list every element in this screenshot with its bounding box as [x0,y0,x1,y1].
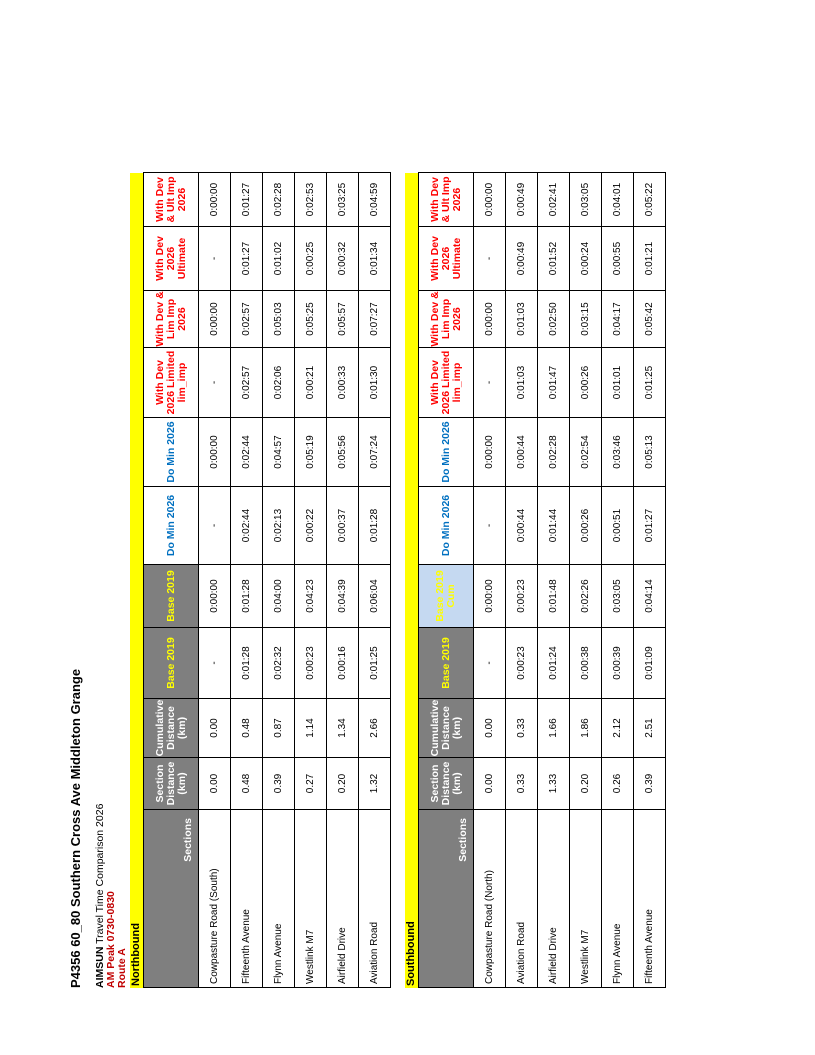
cell-with-dev-ult-imp: 0:03:25 [327,173,359,227]
northbound-header-section-distance: Section Distance (km) [144,758,199,810]
northbound-header-with-dev-ultimate: With Dev 2026 Ultimate [144,227,199,291]
cell-do-min-2026-cum: 0:04:57 [263,418,295,487]
table-row [199,173,231,988]
cell-cumulative-distance: 0.33 [506,699,538,758]
cell-section: Fifteenth Avenue [634,810,666,988]
cell-cumulative-distance: 2.51 [634,699,666,758]
cell-with-dev-ult-imp: 0:03:05 [570,173,602,227]
cell-base-2019-cum: 0:00:23 [506,565,538,628]
cell-do-min-2026-cum: 0:00:00 [474,418,506,487]
northbound-header-with-dev-limited: With Dev 2026 Limited lim_imp [144,348,199,418]
peak-period: AM Peak 0730-0830 [105,891,117,988]
cell-base-2019-cum: 0:04:14 [634,565,666,628]
cell-base-2019: 0:01:24 [538,628,570,699]
cell-section-distance: 0.39 [263,758,295,810]
cell-with-dev-lim-imp: 0:07:27 [359,291,391,348]
cell-section-distance: 0.33 [506,758,538,810]
document-sheet [68,68,668,988]
cell-section-distance: 1.32 [359,758,391,810]
southbound-header-with-dev-ultimate: With Dev 2026 Ultimate [419,227,474,291]
cell-with-dev-ultimate: 0:01:27 [231,227,263,291]
cell-base-2019-cum: 0:03:05 [602,565,634,628]
cell-section: Westlink M7 [570,810,602,988]
cell-do-min-2026: - [474,487,506,565]
cell-with-dev-lim-imp: 0:00:00 [199,291,231,348]
cell-with-dev-limited: 0:02:57 [231,348,263,418]
cell-section-distance: 0.26 [602,758,634,810]
cell-with-dev-ultimate: 0:00:49 [506,227,538,291]
cell-with-dev-ult-imp: 0:01:27 [231,173,263,227]
cell-cumulative-distance: 2.12 [602,699,634,758]
cell-cumulative-distance: 1.34 [327,699,359,758]
table-row [634,173,666,988]
cell-with-dev-ult-imp: 0:00:00 [474,173,506,227]
southbound-header-row [419,173,474,988]
cell-do-min-2026: 0:00:51 [602,487,634,565]
table-row [327,173,359,988]
cell-do-min-2026: 0:00:44 [506,487,538,565]
northbound-header-base-2019: Base 2019 [144,628,199,699]
cell-do-min-2026: 0:02:13 [263,487,295,565]
cell-do-min-2026: 0:02:44 [231,487,263,565]
southbound-header-with-dev-limited: With Dev 2026 Limited lim_imp [419,348,474,418]
cell-section: Cowpasture Road (North) [474,810,506,988]
cell-section-distance: 0.20 [570,758,602,810]
cell-base-2019: 0:01:28 [231,628,263,699]
cell-base-2019-cum: 0:02:26 [570,565,602,628]
cell-section: Airfield Drive [327,810,359,988]
cell-section: Cowpasture Road (South) [199,810,231,988]
northbound-header-do-min-2026: Do Min 2026 [144,487,199,565]
cell-do-min-2026-cum: 0:05:19 [295,418,327,487]
cell-with-dev-ult-imp: 0:00:49 [506,173,538,227]
cell-with-dev-limited: 0:00:26 [570,348,602,418]
cell-base-2019-cum: 0:04:39 [327,565,359,628]
northbound-header-with-dev-ult-imp: With Dev & Ult Imp 2026 [144,173,199,227]
southbound-header-base-2019: Base 2019 [419,628,474,699]
cell-with-dev-lim-imp: 0:05:42 [634,291,666,348]
southbound-header-base-2019-cum: Base 2019 Cum [419,565,474,628]
cell-with-dev-ultimate: 0:01:21 [634,227,666,291]
cell-section-distance: 1.33 [538,758,570,810]
cell-base-2019-cum: 0:06:04 [359,565,391,628]
cell-do-min-2026: 0:00:22 [295,487,327,565]
table-row [602,173,634,988]
cell-do-min-2026-cum: 0:02:44 [231,418,263,487]
cell-base-2019: 0:00:16 [327,628,359,699]
cell-section: Aviation Road [359,810,391,988]
cell-with-dev-lim-imp: 0:05:25 [295,291,327,348]
northbound-label: Northbound [130,173,143,988]
cell-cumulative-distance: 0.48 [231,699,263,758]
cell-base-2019: 0:00:38 [570,628,602,699]
cell-with-dev-ult-imp: 0:02:41 [538,173,570,227]
cell-base-2019-cum: 0:04:00 [263,565,295,628]
cell-do-min-2026-cum: 0:00:44 [506,418,538,487]
cell-cumulative-distance: 1.66 [538,699,570,758]
cell-cumulative-distance: 0.00 [474,699,506,758]
cell-with-dev-limited: 0:01:30 [359,348,391,418]
cell-cumulative-distance: 1.14 [295,699,327,758]
cell-with-dev-limited: 0:02:06 [263,348,295,418]
cell-base-2019: - [199,628,231,699]
cell-cumulative-distance: 0.00 [199,699,231,758]
northbound-header-base-2019-cum: Base 2019 [144,565,199,628]
cell-section-distance: 0.20 [327,758,359,810]
cell-with-dev-lim-imp: 0:02:50 [538,291,570,348]
cell-do-min-2026-cum: 0:05:13 [634,418,666,487]
cell-with-dev-limited: - [474,348,506,418]
cell-do-min-2026-cum: 0:02:28 [538,418,570,487]
southbound-header-do-min-2026-cum: Do Min 2026 [419,418,474,487]
southbound-header-cumulative-distance: Cumulative Distance (km) [419,699,474,758]
cell-base-2019-cum: 0:01:28 [231,565,263,628]
table-row [263,173,295,988]
cell-with-dev-ultimate: 0:00:32 [327,227,359,291]
cell-with-dev-lim-imp: 0:00:00 [474,291,506,348]
northbound-header-cumulative-distance: Cumulative Distance (km) [144,699,199,758]
cell-with-dev-lim-imp: 0:01:03 [506,291,538,348]
cell-section: Fifteenth Avenue [231,810,263,988]
cell-base-2019: 0:02:32 [263,628,295,699]
southbound-header-with-dev-lim-imp: With Dev & Lim Imp 2026 [419,291,474,348]
cell-do-min-2026-cum: 0:07:24 [359,418,391,487]
cell-base-2019-cum: 0:00:00 [199,565,231,628]
cell-do-min-2026-cum: 0:02:54 [570,418,602,487]
cell-with-dev-lim-imp: 0:02:57 [231,291,263,348]
cell-cumulative-distance: 1.86 [570,699,602,758]
cell-with-dev-lim-imp: 0:03:15 [570,291,602,348]
cell-with-dev-ultimate: 0:01:02 [263,227,295,291]
table-row [506,173,538,988]
cell-with-dev-ultimate: 0:00:24 [570,227,602,291]
cell-with-dev-limited: - [199,348,231,418]
cell-cumulative-distance: 0.87 [263,699,295,758]
southbound-body [474,173,666,988]
table-row [538,173,570,988]
cell-base-2019: - [474,628,506,699]
cell-section: Flynn Avenue [602,810,634,988]
cell-with-dev-lim-imp: 0:04:17 [602,291,634,348]
southbound-header-section: Sections [419,810,474,988]
cell-with-dev-ultimate: 0:00:55 [602,227,634,291]
cell-with-dev-ult-imp: 0:04:01 [602,173,634,227]
cell-section-distance: 0.39 [634,758,666,810]
cell-with-dev-ult-imp: 0:02:28 [263,173,295,227]
northbound-header-do-min-2026-cum: Do Min 2026 [144,418,199,487]
cell-with-dev-ultimate: 0:00:25 [295,227,327,291]
cell-do-min-2026: 0:01:44 [538,487,570,565]
cell-with-dev-limited: 0:01:03 [506,348,538,418]
cell-with-dev-ultimate: - [474,227,506,291]
cell-base-2019: 0:00:23 [295,628,327,699]
cell-base-2019: 0:01:09 [634,628,666,699]
cell-with-dev-limited: 0:01:47 [538,348,570,418]
northbound-header-section: Sections [144,810,199,988]
cell-with-dev-ultimate: 0:01:34 [359,227,391,291]
cell-with-dev-limited: 0:00:33 [327,348,359,418]
cell-do-min-2026: 0:01:27 [634,487,666,565]
cell-with-dev-lim-imp: 0:05:57 [327,291,359,348]
cell-section-distance: 0.00 [474,758,506,810]
cell-with-dev-ult-imp: 0:04:59 [359,173,391,227]
southbound-label: Southbound [405,173,418,988]
cell-section: Airfield Drive [538,810,570,988]
cell-with-dev-limited: 0:00:21 [295,348,327,418]
northbound-body [199,173,391,988]
northbound-header-with-dev-lim-imp: With Dev & Lim Imp 2026 [144,291,199,348]
northbound-header-row [144,173,199,988]
table-row [570,173,602,988]
subtitle-software: AIMSUN [94,946,106,988]
table-row [359,173,391,988]
cell-do-min-2026: - [199,487,231,565]
cell-section: Westlink M7 [295,810,327,988]
document-title: P4356 60_80 Southern Cross Ave Middleton Grange [68,668,83,988]
southbound-header-do-min-2026: Do Min 2026 [419,487,474,565]
cell-base-2019-cum: 0:04:23 [295,565,327,628]
table-row [474,173,506,988]
cell-base-2019: 0:00:23 [506,628,538,699]
cell-cumulative-distance: 2.66 [359,699,391,758]
cell-with-dev-lim-imp: 0:05:03 [263,291,295,348]
cell-base-2019: 0:00:39 [602,628,634,699]
southbound-header-section-distance: Section Distance (km) [419,758,474,810]
cell-do-min-2026-cum: 0:05:56 [327,418,359,487]
cell-with-dev-ult-imp: 0:02:53 [295,173,327,227]
cell-with-dev-ultimate: - [199,227,231,291]
cell-base-2019: 0:01:25 [359,628,391,699]
cell-do-min-2026-cum: 0:03:46 [602,418,634,487]
table-row [295,173,327,988]
northbound-table [143,172,391,988]
southbound-header-with-dev-ult-imp: With Dev & Ult Imp 2026 [419,173,474,227]
route-label: Route A [116,948,128,988]
cell-with-dev-ult-imp: 0:00:00 [199,173,231,227]
cell-with-dev-ult-imp: 0:05:22 [634,173,666,227]
cell-base-2019-cum: 0:01:48 [538,565,570,628]
cell-section: Aviation Road [506,810,538,988]
southbound-table [418,172,666,988]
table-row [231,173,263,988]
cell-with-dev-limited: 0:01:01 [602,348,634,418]
cell-do-min-2026: 0:00:26 [570,487,602,565]
cell-section-distance: 0.00 [199,758,231,810]
cell-with-dev-ultimate: 0:01:52 [538,227,570,291]
cell-section-distance: 0.48 [231,758,263,810]
cell-base-2019-cum: 0:00:00 [474,565,506,628]
cell-do-min-2026-cum: 0:00:00 [199,418,231,487]
cell-do-min-2026: 0:01:28 [359,487,391,565]
subtitle-description: Travel Time Comparison 2026 [94,803,106,947]
cell-do-min-2026: 0:00:37 [327,487,359,565]
cell-section-distance: 0.27 [295,758,327,810]
cell-section: Flynn Avenue [263,810,295,988]
cell-with-dev-limited: 0:01:25 [634,348,666,418]
